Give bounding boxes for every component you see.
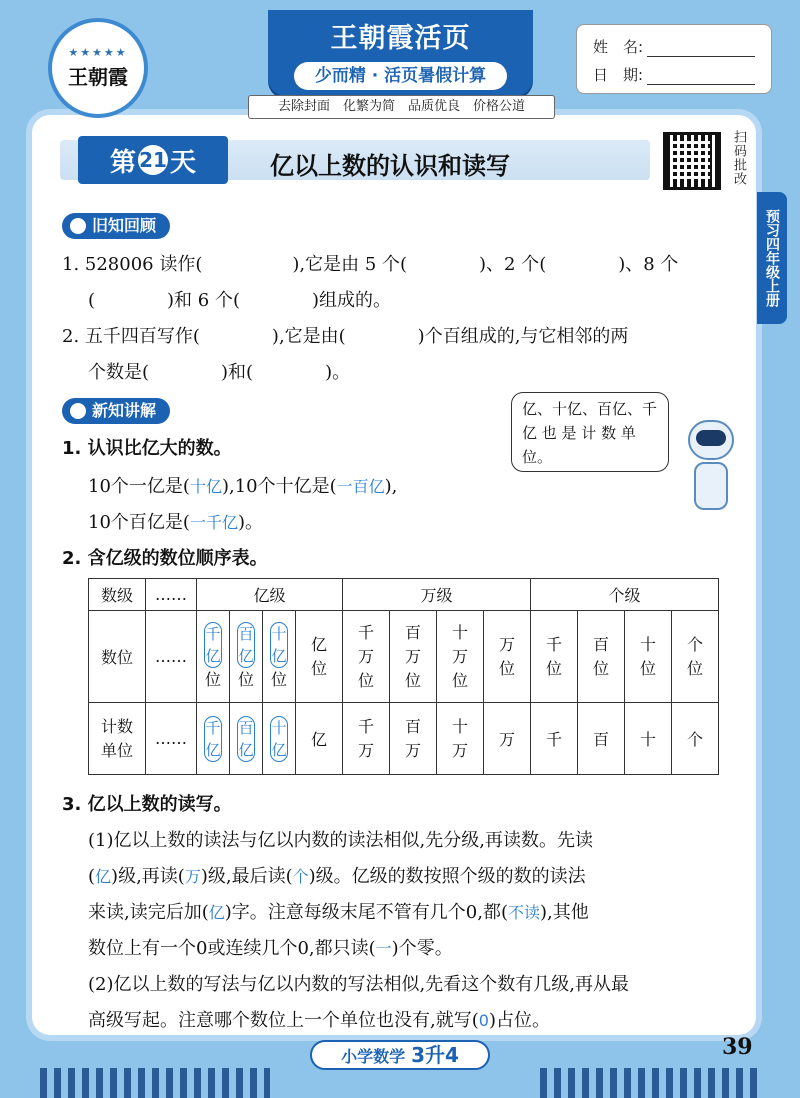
row-label-pos: 数位 — [89, 611, 146, 703]
scan-label: 扫码批改 — [731, 130, 746, 186]
p1-line4: 数位上有一个0或连续几个0,都只读(一)个零。 — [88, 938, 453, 959]
qr-code-icon[interactable] — [663, 132, 721, 190]
footer-stripe-left — [40, 1068, 270, 1098]
title-banner — [268, 10, 533, 96]
unit-qianyi: 千亿 — [204, 716, 222, 762]
date-row — [593, 63, 755, 85]
s1-line2: 10个百亿是(一千亿)。 — [88, 512, 263, 533]
review-q2-line1: 2. 五千四百写作( ),它是由( )个百组成的,与它相邻的两 — [62, 326, 629, 347]
pos-shiyi: 十亿 — [270, 622, 288, 668]
p2-line1: (2)亿以上数的写法与亿以内数的写法相似,先看这个数有几级,再从最 — [88, 974, 629, 995]
day-badge — [78, 136, 228, 184]
lesson-title: 亿以上数的认识和读写 — [270, 152, 510, 180]
newknow-section-title: 新知讲解 — [62, 398, 170, 424]
unit-shi: 十 — [625, 703, 672, 775]
unit-baiyi: 百亿 — [237, 716, 255, 762]
p2-line2: 高级写起。注意哪个数位上一个单位也没有,就写(0)占位。 — [88, 1010, 550, 1031]
th-wan: 万级 — [343, 579, 531, 611]
pos-ge: 个位 — [686, 634, 703, 678]
th-ge: 个级 — [531, 579, 719, 611]
student-info-box — [576, 24, 772, 94]
robot-icon — [680, 420, 742, 512]
place-value-table: 数级 …… 亿级 万级 个级 数位 …… 千亿位 百亿位 十亿位 亿位 千万位 百万位 十万位 万位 千位 百位 十位 个位 计数单位 …… 千亿 百亿 十亿 亿 千万 百万 十万 万 千 百 十 个 — [88, 578, 719, 775]
unit-shiyi: 十亿 — [270, 716, 288, 762]
s1-title: 1. 认识比亿大的数。 — [62, 438, 232, 459]
unit-shiwan: 十万 — [451, 716, 468, 760]
th-yi: 亿级 — [197, 579, 343, 611]
unit-qianwan: 千万 — [357, 716, 374, 760]
day-number: 21 — [138, 145, 168, 175]
logo-text: 王朝霞 — [68, 65, 128, 89]
date-label: 日 期: — [593, 66, 644, 84]
unit-yi: 亿 — [296, 703, 343, 775]
pos-qianwan: 千万位 — [357, 622, 374, 690]
pos-shi: 十位 — [639, 634, 656, 678]
s2-title: 2. 含亿级的数位顺序表。 — [62, 548, 268, 569]
th-shuji: 数级 — [89, 579, 146, 611]
pos-baiwan: 百万位 — [404, 622, 421, 690]
day-prefix: 第 — [109, 147, 136, 178]
footer-grade: 3升4 — [411, 1043, 459, 1067]
pos-shiwan: 十万位 — [451, 622, 468, 690]
speech-bubble: 亿、十亿、百亿、千 亿 也 是 计 数 单位。 — [511, 392, 669, 472]
p1-line1: (1)亿以上数的读法与亿以内数的读法相似,先分级,再读数。先读 — [88, 830, 593, 851]
name-field[interactable] — [647, 40, 755, 57]
th-dots: …… — [146, 579, 197, 611]
stars-icon: ★★★★★ — [68, 46, 128, 59]
pos-qian: 千位 — [545, 634, 562, 678]
day-suffix: 天 — [170, 147, 197, 178]
unit-ge: 个 — [672, 703, 719, 775]
review-q1-line1: 1. 528006 读作( ),它是由 5 个( )、2 个( )、8 个 — [62, 254, 679, 275]
s3-title: 3. 亿以上数的读写。 — [62, 794, 232, 815]
footer-stripe-right — [540, 1068, 760, 1098]
review-q2-line2: 个数是( )和( )。 — [88, 362, 351, 383]
pos-bai: 百位 — [592, 634, 609, 678]
pos-yi: 亿位 — [310, 634, 327, 678]
brand-title: 王朝霞活页 — [330, 23, 471, 54]
day-header — [60, 136, 700, 184]
pos-baiyi: 百亿 — [237, 622, 255, 668]
row-dots-2: …… — [146, 703, 197, 775]
brand-subtitle: 少而精 · 活页暑假计算 — [294, 62, 507, 90]
review-section-title: 旧知回顾 — [62, 213, 170, 239]
date-field[interactable] — [647, 68, 755, 85]
unit-wan: 万 — [484, 703, 531, 775]
unit-baiwan: 百万 — [404, 716, 421, 760]
footer-label: 小学数学 — [341, 1047, 406, 1066]
brand-logo — [48, 18, 148, 118]
row-dots: …… — [146, 611, 197, 703]
unit-bai: 百 — [578, 703, 625, 775]
unit-qian: 千 — [531, 703, 578, 775]
row-label-unit: 计数单位 — [100, 716, 133, 760]
name-row — [593, 35, 755, 57]
pos-qianyi: 千亿 — [204, 622, 222, 668]
pos-wan: 万位 — [498, 634, 515, 678]
name-label: 姓 名: — [593, 38, 644, 56]
slogan: 去除封面 化繁为简 品质优良 价格公道 — [248, 95, 555, 119]
s1-line1: 10个一亿是(十亿),10个十亿是(一百亿), — [88, 476, 398, 497]
review-q1-line2: ( )和 6 个( )组成的。 — [88, 290, 391, 311]
side-tab: 预习四年级上册 — [757, 192, 787, 324]
p1-line3: 来读,读完后加(亿)字。注意每级末尾不管有几个0,都(不读),其他 — [88, 902, 589, 923]
footer-badge — [310, 1040, 490, 1070]
page-number: 39 — [722, 1034, 753, 1060]
p1-line2: (亿)级,再读(万)级,最后读(个)级。亿级的数按照个级的数的读法 — [88, 866, 586, 887]
